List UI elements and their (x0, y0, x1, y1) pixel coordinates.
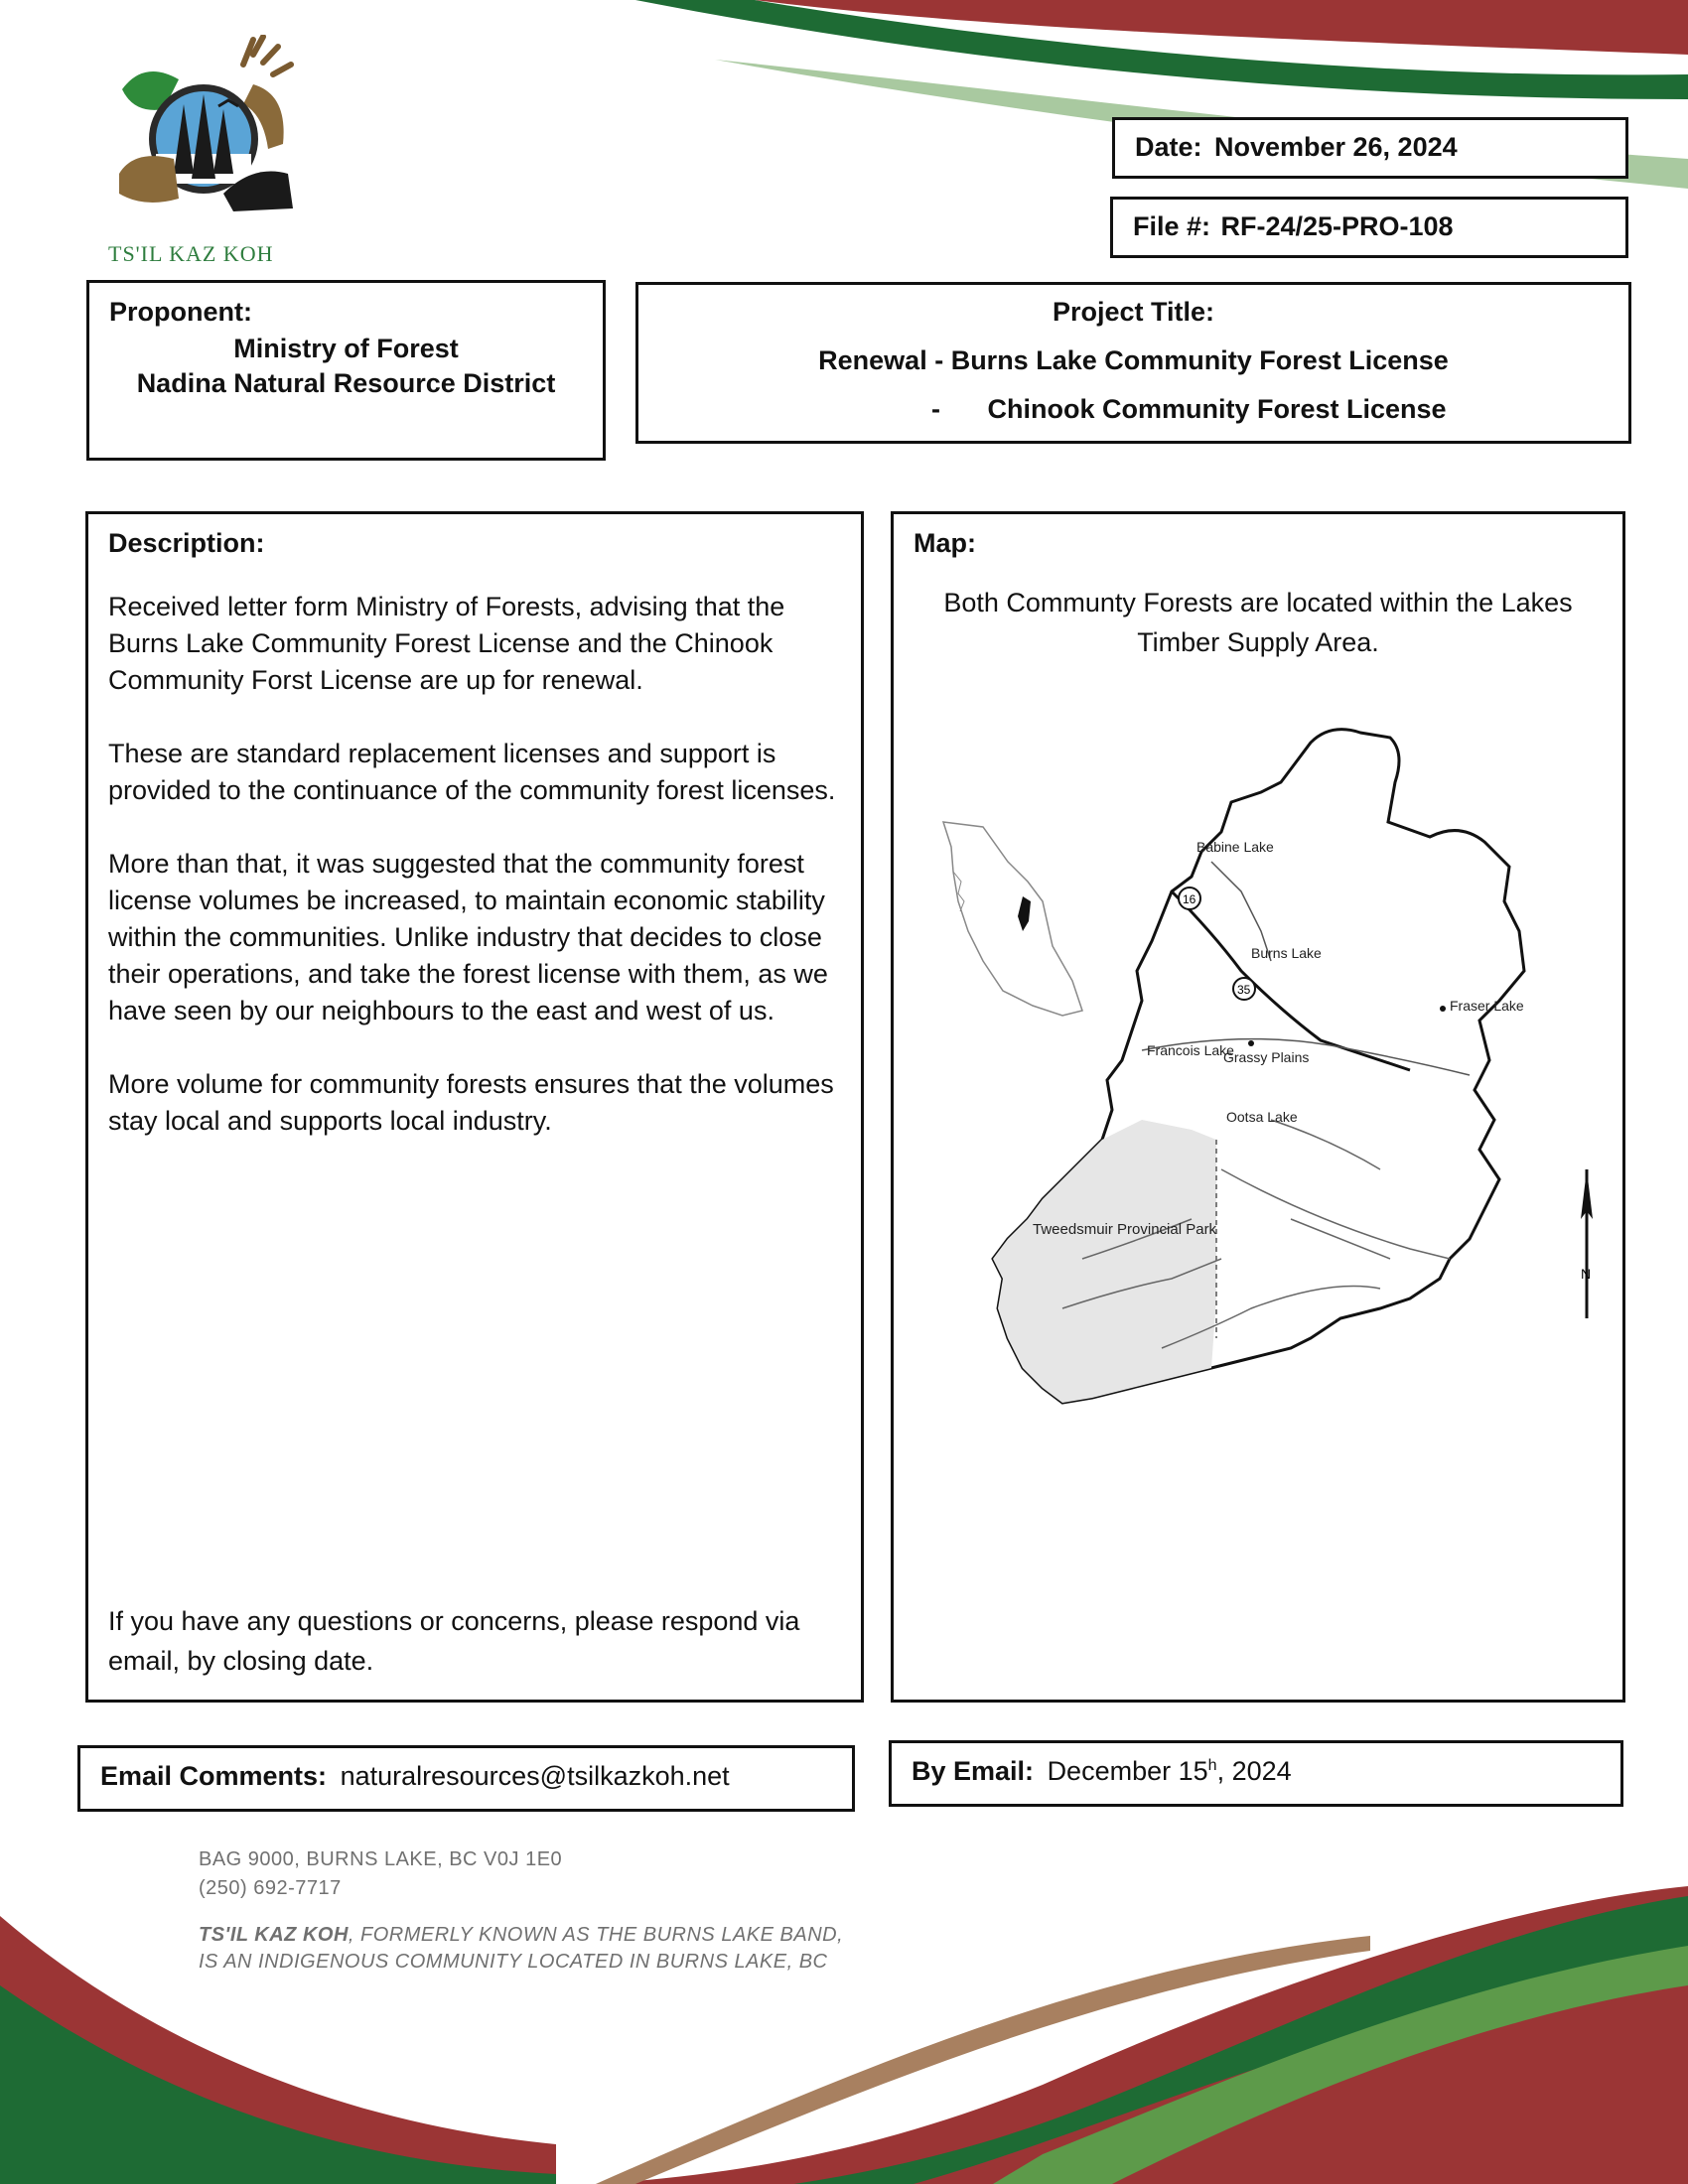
logo-emblem (104, 35, 303, 223)
closing-date-suffix: h (1207, 1757, 1217, 1774)
babine-lake-label: Babine Lake (1196, 839, 1274, 855)
map-caption: Both Communty Forests are located within the Lakes Timber Supply Area. (943, 588, 1573, 657)
grassy-plains-label: Grassy Plains (1223, 1049, 1310, 1065)
phone-line: (250) 692-7717 (199, 1877, 342, 1899)
description-paragraph: These are standard replacement licenses and support is provided to the continuance of the community forest licenses. (108, 739, 836, 805)
north-label: N (1581, 1266, 1592, 1282)
burns-lake-label: Burns Lake (1251, 945, 1322, 961)
lakes-tsa-map (914, 703, 1609, 1457)
closing-date (1048, 1756, 1292, 1786)
description-paragraph: Received letter form Ministry of Forests, advising that the Burns Lake Community Forest License and the Chinook Community Forst License are up for renewal. (108, 592, 785, 695)
highway-35-label: 35 (1237, 983, 1251, 997)
project-title-line2: Chinook Community Forest License (987, 394, 1447, 424)
closing-date-year: , 2024 (1216, 1756, 1292, 1786)
proponent-line2: Nadina Natural Resource District (136, 368, 556, 398)
ootsa-lake-label: Ootsa Lake (1226, 1109, 1298, 1125)
description-paragraph: More volume for community forests ensures that the volumes stay local and supports local industry. (108, 1069, 834, 1136)
proponent-box (86, 280, 606, 461)
fraser-lake-label: Fraser Lake (1450, 998, 1524, 1014)
by-email-label: By Email: (912, 1756, 1035, 1786)
proponent-label: Proponent: (109, 297, 252, 327)
date-box (1112, 117, 1628, 179)
map-box (891, 511, 1625, 1703)
description-closing: If you have any questions or concerns, please respond via email, by closing date. (108, 1606, 800, 1676)
email-address-link[interactable]: naturalresources@tsilkazkoh.net (340, 1761, 730, 1791)
file-number: RF-24/25-PRO-108 (1220, 211, 1454, 241)
description-label: Description: (108, 528, 265, 558)
file-number-box (1110, 197, 1628, 258)
tagline-org: TS'IL KAZ KOH (199, 1924, 349, 1946)
map-label: Map: (914, 528, 976, 558)
north-arrow (1581, 1169, 1593, 1318)
project-bullet: - (931, 394, 940, 424)
footer-wave-decoration (0, 1876, 1688, 2184)
description-box (85, 511, 864, 1703)
project-title-box (635, 282, 1631, 444)
project-title-line2-row (658, 394, 1609, 425)
tagline-rest: , FORMERLY KNOWN AS THE BURNS LAKE BAND, (348, 1924, 844, 1946)
lakes-tsa-inset-marker (1018, 896, 1031, 931)
date-value: November 26, 2024 (1213, 132, 1458, 162)
tweedsmuir-park-area (993, 1120, 1216, 1403)
email-comments-box (77, 1745, 855, 1812)
org-name: TS'IL KAZ KOH (108, 241, 274, 266)
deadline-box (889, 1740, 1623, 1807)
email-comments-label: Email Comments: (100, 1761, 328, 1791)
bc-inset-map (943, 822, 1082, 1016)
tweedsmuir-park-label: Tweedsmuir Provincial Park (1033, 1221, 1217, 1238)
project-title-line1: Renewal - Burns Lake Community Forest License (818, 345, 1449, 375)
proponent-line1: Ministry of Forest (233, 334, 459, 363)
highway-16-label: 16 (1183, 892, 1196, 906)
closing-date-day: December 15 (1047, 1756, 1208, 1786)
file-label: File #: (1133, 211, 1211, 241)
address-line: BAG 9000, BURNS LAKE, BC V0J 1E0 (199, 1848, 563, 1870)
francois-lake-label: Francois Lake (1147, 1042, 1234, 1058)
tagline-line2: IS AN INDIGENOUS COMMUNITY LOCATED IN BURNS LAKE, BC (199, 1951, 828, 1973)
description-paragraph: More than that, it was suggested that the community forest license volumes be increased, to maintain economic stability within the communities. Unlike industry that decides to close their operations, and take the forest license with them, as we have seen by our neighbours to the east and west of us. (108, 849, 828, 1025)
org-logo (104, 35, 303, 273)
date-label: Date: (1135, 132, 1202, 162)
project-title-label: Project Title: (1052, 297, 1215, 327)
